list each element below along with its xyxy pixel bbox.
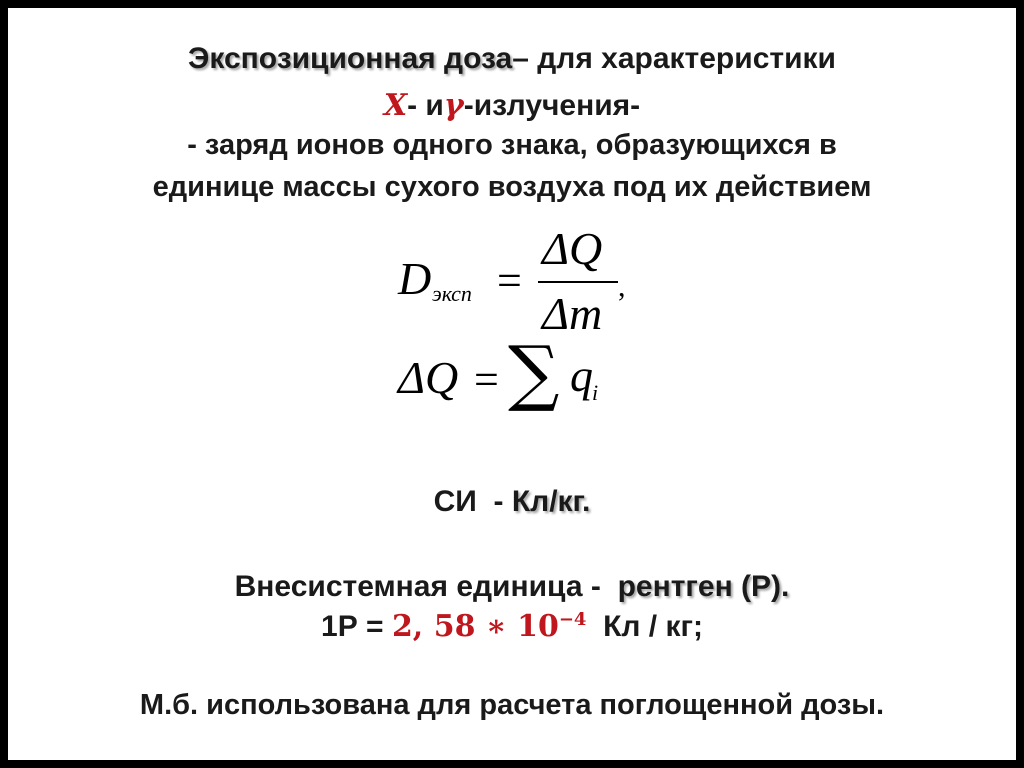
conversion-exponent: −4 <box>558 609 587 630</box>
si-label: СИ <box>433 485 477 518</box>
offsystem-unit-line <box>8 570 1016 604</box>
radiation-line <box>8 88 1016 123</box>
formula-d-symbol: D <box>398 253 432 304</box>
gamma-symbol: γ <box>443 88 464 123</box>
formula2-lhs: ΔQ <box>398 352 459 403</box>
conversion-line <box>8 609 1016 644</box>
term-exposure-dose: Экспозиционная доза <box>188 42 513 75</box>
formula-comma: , <box>618 270 626 303</box>
title-rest: – для характеристики <box>512 42 836 75</box>
roentgen-term: рентген (Р). <box>617 570 790 603</box>
si-unit-line <box>8 485 1016 519</box>
conversion-value: 2, 58 ∗ 10 <box>391 609 559 644</box>
formula2-var: q <box>570 350 593 401</box>
formula-equals: = <box>497 256 522 305</box>
sum-symbol: ∑ <box>508 330 560 414</box>
definition-line-1: - заряд ионов одного знака, образующихся в <box>187 129 837 161</box>
title-line <box>8 42 1016 76</box>
and-text: - и <box>407 89 444 122</box>
radiation-suffix: -излучения- <box>463 89 641 122</box>
formula2-subscript: i <box>592 380 599 405</box>
si-unit-value: Кл/кг. <box>511 485 591 518</box>
slide <box>8 8 1016 760</box>
note-line: М.б. использована для расчета поглощенной дозы. <box>139 689 885 721</box>
conversion-unit: Кл / кг; <box>603 610 703 643</box>
x-symbol: X <box>383 88 408 123</box>
formula-numerator: ΔQ <box>542 223 603 274</box>
fraction-bar <box>538 281 618 283</box>
si-dash: - <box>493 485 504 518</box>
conversion-lhs: 1Р = <box>321 610 384 643</box>
definition-line-2: единице массы сухого воздуха под их действием <box>152 171 872 203</box>
formula2-equals: = <box>474 355 499 404</box>
offsystem-label: Внесистемная единица - <box>234 570 601 603</box>
formula-denominator: Δm <box>542 288 603 339</box>
formula-d-subscript: эксп <box>432 281 472 306</box>
